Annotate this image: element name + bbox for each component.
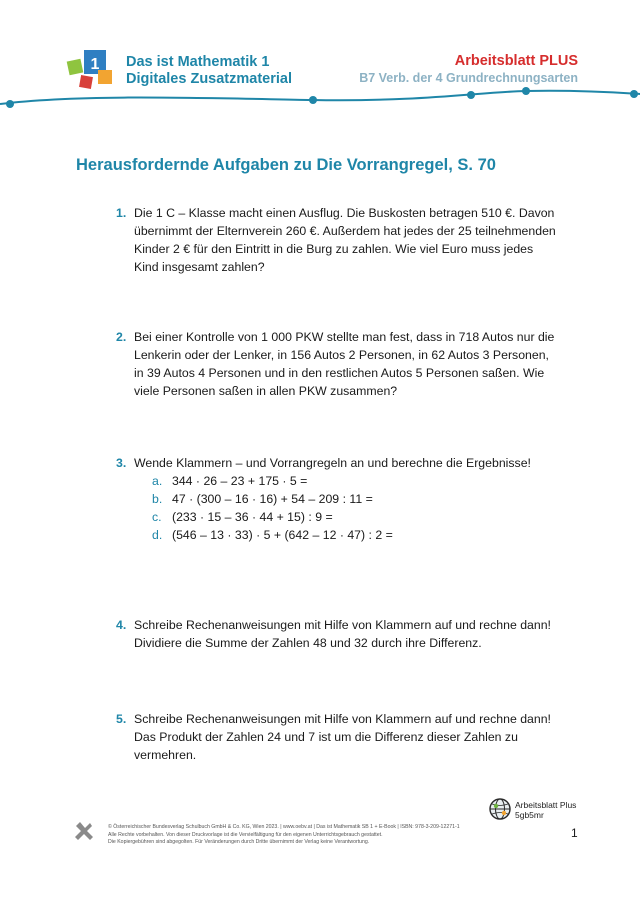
task-2 [116,328,556,400]
task-1 [116,204,556,276]
task-number: 1. [116,206,127,220]
task-number: 5. [116,712,127,726]
subtask-a [152,472,556,490]
task-5 [116,710,556,764]
subtask-letter: c. [152,510,162,524]
subtask-letter: a. [152,474,163,488]
page-title: Herausfordernde Aufgaben zu Die Vorrangregel, S. 70 [76,156,496,174]
badge-label [515,800,576,820]
task-text: Wende Klammern – und Vorrangregeln an und berechne die Ergebnisse! [134,456,531,470]
footer-legal [108,824,528,847]
task-text: Die 1 C – Klasse macht einen Ausflug. Die Buskosten betragen 510 €. Davon übernimmt der Elternverein 260 €. Außerdem hat jedes der 25 teilnehmenden Kinder 2 € für den Eintritt in die Burg zu zahlen. Wie viel Euro muss jedes Kind insgesamt zahlen? [134,206,556,274]
subtask-expression: (233 · 15 – 36 · 44 + 15) : 9 = [172,510,333,524]
subtask-expression: 344 · 26 – 23 + 175 · 5 = [172,474,308,488]
publisher-logo-icon [74,820,94,842]
task-3 [116,454,556,544]
task-text: Bei einer Kontrolle von 1 000 PKW stellte man fest, dass in 718 Autos nur die Lenkerin oder der Lenker, in 156 Autos 2 Personen, in 62 Autos 3 Personen, in 39 Autos 4 Personen und in den restlichen Autos 5 Personen saßen. Wie viele Personen saßen in allen PKW zusammen? [134,330,555,398]
subtask-c [152,508,556,526]
page-number: 1 [571,826,578,840]
footer-line2: Alle Rechte vorbehalten. Von dieser Druckvorlage ist die Vervielfältigung für den eigenen Unterrichtsgebrauch gestattet. [108,831,383,838]
subtask-expression: (546 – 13 · 33) · 5 + (642 – 12 · 47) : 2 = [172,528,393,542]
subtask-expression: 47 · (300 – 16 · 16) + 54 – 209 : 11 = [172,492,373,506]
brand-line1: Das ist Mathematik 1 [126,54,270,70]
task-number: 4. [116,618,127,632]
task-4 [116,616,556,652]
badge-line1: Arbeitsblatt Plus [515,800,577,810]
task-text: Schreibe Rechenanweisungen mit Hilfe von Klammern auf und rechne dann! Dividiere die Summe der Zahlen 48 und 32 durch ihre Differenz. [134,618,551,650]
header-wave-line [0,84,640,112]
footer-line1: © Österreichischer Bundesverlag Schulbuch GmbH & Co. KG, Wien 2023. | www.oebv.at | Das ist Mathematik SB 1 + E-Book | ISBN: 978-3-209-12271-1 [108,824,460,830]
footer-line3: Die Kopiergebühren sind abgegolten. Für Veränderungen durch Dritte übernimmt der Verlag keine Verantwortung. [108,839,370,845]
subtask-letter: d. [152,528,163,542]
globe-icon [489,798,511,820]
task-text: Schreibe Rechenanweisungen mit Hilfe von Klammern auf und rechne dann! Das Produkt der Zahlen 24 und 7 ist um die Differenz dieser Zahlen zu vermehren. [134,712,551,762]
task-number: 3. [116,456,127,470]
sheet-title: Arbeitsblatt PLUS [454,53,578,69]
sheet-subtitle: B7 Verb. der 4 Grundrechnungsarten [359,71,578,85]
badge-code: 5gb5mr [515,810,544,820]
subtask-b [152,490,556,508]
subtask-letter: b. [152,492,163,506]
sheet-header [359,53,578,86]
subtask-d [152,526,556,544]
task-number: 2. [116,330,127,344]
arbeitsblatt-plus-badge[interactable] [489,798,589,822]
brand-block [126,54,292,88]
brand-line2: Digitales Zusatzmaterial [126,71,292,87]
logo-digit: 1 [90,56,100,73]
